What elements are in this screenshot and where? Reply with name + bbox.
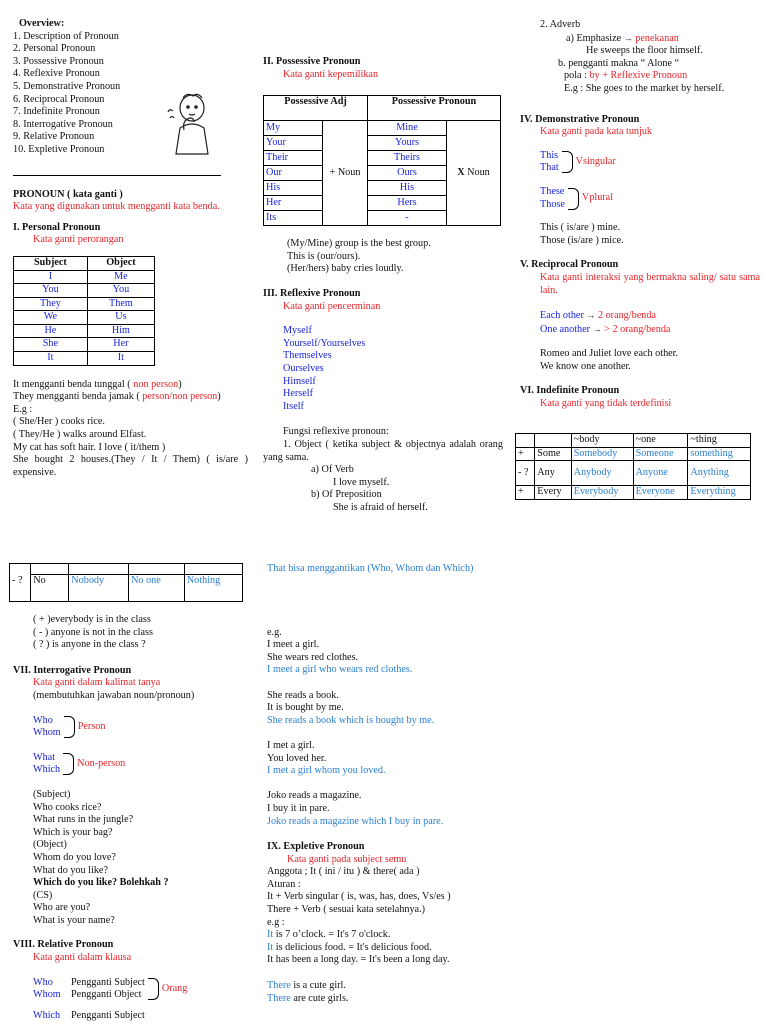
reciprocal-example: Romeo and Juliet love each other. <box>540 348 679 360</box>
interrogative-title: VII. Interrogative Pronoun <box>13 664 132 676</box>
combined-example: I meet a girl who wears red clothes. <box>267 664 413 676</box>
reciprocal-example: We know one another. <box>540 360 631 372</box>
table-row <box>14 297 155 311</box>
emphasize-line: a) Emphasize → penekanan <box>566 32 679 44</box>
expletive-lines <box>267 866 507 929</box>
vsingular-label: Vsingular <box>575 156 616 168</box>
relative-which-line: Which Pengganti Subject <box>33 1009 145 1021</box>
table-row <box>516 461 751 486</box>
there-2: There are cute girls. <box>267 992 349 1004</box>
reflexive-item: Ourselves <box>283 362 324 374</box>
demonstrative-title: IV. Demonstrative Pronoun <box>520 113 640 125</box>
table-row <box>516 486 751 500</box>
reflexive-item: Myself <box>283 325 312 337</box>
table-row <box>14 284 155 298</box>
indefinite-example: ( - ) anyone is not in the class <box>33 626 153 638</box>
reflexive-item: Yourself/Yourselves <box>283 337 366 349</box>
interrogative-examples <box>13 789 253 877</box>
table-row <box>368 121 446 136</box>
overview-item: 5. Demonstrative Pronoun <box>13 80 121 92</box>
table-row <box>264 181 322 196</box>
table-cell: Everybody <box>571 486 633 500</box>
pronoun-description: Kata yang digunakan untuk mengganti kata benda. <box>13 201 220 213</box>
table-cell: Anybody <box>571 461 633 486</box>
possessive-example: (Her/hers) baby cries loudly. <box>287 263 404 275</box>
table-cell: + <box>516 447 535 461</box>
table-row <box>10 575 243 602</box>
reflexive-item: Themselves <box>283 350 332 362</box>
table-cell: Some <box>535 447 571 461</box>
interrogative-example: (CS) <box>33 889 53 901</box>
interrogative-example: (Object) <box>33 839 67 851</box>
table-cell: You <box>87 284 154 298</box>
who-whom-group: Who Whom Person <box>33 714 106 739</box>
table-cell: Somebody <box>571 447 633 461</box>
table-cell: Theirs <box>368 151 446 166</box>
reciprocal-examples <box>520 348 760 373</box>
expletive-line: It + Verb singular ( is, was, has, does, Vs/es ) <box>267 891 451 903</box>
indefinite-examples <box>13 614 253 652</box>
table-cell: Nothing <box>184 575 242 602</box>
possessive-table <box>263 95 501 226</box>
demonstrative-example: This ( is/are ) mine. <box>540 222 621 234</box>
examples <box>13 404 248 480</box>
table-cell: Ours <box>368 166 446 181</box>
example-line: You loved her. <box>267 752 327 764</box>
what-which-group: What Which Non-person <box>33 751 126 776</box>
demonstrative-singular-group: This That Vsingular <box>540 149 616 174</box>
reflexive-item: Herself <box>283 388 313 400</box>
table-cell <box>184 564 242 575</box>
possessive-adj-list <box>264 121 322 225</box>
table-cell: Your <box>264 136 322 151</box>
table-row <box>264 196 322 211</box>
relative-who-whom-group: Who Pengganti Subject Whom Pengganti Object Orang <box>33 976 188 1001</box>
expletive-line: There + Verb ( sesuai kata setelahnya.) <box>267 904 426 916</box>
combined-example: She reads a book which is bought by me. <box>267 714 435 726</box>
fungsi-object: 1. Object ( ketika subject & objectnya adalah orang yang sama. <box>263 438 503 463</box>
emphasize-example: He sweeps the floor himself. <box>586 45 703 57</box>
table-header-cell <box>516 434 535 448</box>
expletive-it2: It is delicious food. = It's delicious food. <box>267 941 432 953</box>
overview-item: 2. Personal Pronoun <box>13 43 96 55</box>
table-row <box>368 196 446 211</box>
overview-item: 8. Interrogative Pronoun <box>13 118 113 130</box>
interrogative-example: What is your name? <box>33 914 115 926</box>
table-cell <box>129 564 185 575</box>
reflexive-item: Himself <box>283 375 316 387</box>
table-cell: - ? <box>516 461 535 486</box>
combined-example: I met a girl whom you loved. <box>267 765 386 777</box>
which-like-line: Which do you like? Bolehkah ? <box>33 877 169 889</box>
indefinite-table <box>515 433 751 500</box>
pola-example: E.g : She goes to the market by herself. <box>564 82 725 94</box>
overview-item: 7. Indefinite Pronoun <box>13 106 100 118</box>
indefinite-sub: Kata ganti yang tidak terdefinisi <box>540 398 672 410</box>
table-row <box>14 324 155 338</box>
table-cell: Everyone <box>633 486 688 500</box>
header-subject: Subject <box>14 256 88 270</box>
interrogative-example: Who cooks rice? <box>33 801 102 813</box>
nonperson-label: Non-person <box>77 758 126 770</box>
relative-example-groups <box>267 639 507 841</box>
table-header-cell: ~one <box>633 434 688 448</box>
each-other-line: Each other → 2 orang/benda <box>540 310 656 322</box>
table-cell: His <box>368 181 446 196</box>
table-cell: Us <box>87 311 154 325</box>
indefinite-example: ( + )everybody is in the class <box>33 614 151 625</box>
relative-sub: Kata ganti dalam klausa <box>33 952 132 964</box>
interrogative-example: Which is your bag? <box>33 826 113 838</box>
table-cell: It <box>87 352 154 366</box>
possessive-sub: Kata ganti kepemilikan <box>283 68 379 80</box>
possessive-examples <box>263 238 503 276</box>
table-row <box>368 151 446 166</box>
table-cell: Hers <box>368 196 446 211</box>
personal-pronoun-sub: Kata ganti perorangan <box>33 234 124 246</box>
personal-pronoun-title: I. Personal Pronoun <box>13 221 101 233</box>
table-cell: You <box>14 284 88 298</box>
reciprocal-title: V. Reciprocal Pronoun <box>520 259 619 271</box>
pola-line: pola : by + Reflexive Pronoun <box>564 70 688 82</box>
table-row <box>14 270 155 284</box>
table-cell: We <box>14 311 88 325</box>
table-row <box>264 166 322 181</box>
header-possessive-pronoun: Possessive Pronoun <box>368 96 501 121</box>
table-header-cell <box>535 434 571 448</box>
personal-pronoun-table <box>13 256 155 366</box>
fungsi-b: b) Of Preposition <box>311 489 382 501</box>
interrogative-example: (Subject) <box>33 788 71 800</box>
there-1: There is a cute girl. <box>267 980 346 992</box>
example-line: It is bought by me. <box>267 702 344 714</box>
table-cell: He <box>14 324 88 338</box>
interrogative-example: Whom do you love? <box>33 851 116 863</box>
interrogative-examples-cs <box>13 890 253 928</box>
table-row <box>14 352 155 366</box>
table-cell: Every <box>535 486 571 500</box>
table-cell: Their <box>264 151 322 166</box>
adverb-label: 2. Adverb <box>540 19 581 30</box>
table-cell <box>69 564 129 575</box>
table-cell: Any <box>535 461 571 486</box>
table-cell: No one <box>129 575 185 602</box>
x-noun: X Noun <box>447 121 501 226</box>
reciprocal-sub: Kata ganti interaksi yang bermakna saling/ satu sama lain. <box>540 271 760 296</box>
demonstrative-examples <box>520 222 760 247</box>
table-row <box>368 181 446 196</box>
possessive-pronoun-list <box>368 121 446 225</box>
note-they: They mengganti benda jamak ( person/non person) <box>13 391 221 403</box>
fungsi-title: Fungsi reflexive pronoun: <box>283 426 389 438</box>
table-cell: Her <box>87 338 154 352</box>
overview-item: 3. Possessive Pronoun <box>13 55 104 67</box>
table-cell: Our <box>264 166 322 181</box>
reflexive-sub: Kata ganti pencerminan <box>283 300 381 312</box>
table-header-cell: ~body <box>571 434 633 448</box>
table-cell: Me <box>87 270 154 284</box>
expletive-title: IX. Expletive Pronoun <box>267 841 365 853</box>
reflexive-item: Itself <box>283 400 304 412</box>
table-cell: + <box>516 486 535 500</box>
expletive-it1: It is 7 o’clock. = It's 7 o'clock. <box>267 929 391 941</box>
possessive-example: This is (our/ours). <box>287 250 361 262</box>
note-it: It mengganti benda tunggal ( non person) <box>13 378 182 390</box>
table-cell: Yours <box>368 136 446 151</box>
interrogative-example: What do you like? <box>33 864 108 876</box>
example-line: ( They/He ) walks around Elfast. <box>13 429 147 441</box>
orang-label: Orang <box>161 982 188 994</box>
table-cell: Everything <box>688 486 751 500</box>
overview-item: 1. Description of Pronoun <box>13 30 119 42</box>
overview-item: 9. Relative Pronoun <box>13 131 95 143</box>
demonstrative-plural-group: These Those Vplural <box>540 185 614 210</box>
demonstrative-sub: Kata ganti pada kata tunjuk <box>540 126 653 138</box>
table-cell: No <box>31 575 69 602</box>
example-line: My cat has soft hair. I love ( it/them ) <box>13 441 166 453</box>
possessive-title: II. Possessive Pronoun <box>263 56 361 67</box>
thinking-person-icon <box>162 92 218 158</box>
table-row <box>516 447 751 461</box>
table-cell: - <box>368 211 446 226</box>
table-cell: Anyone <box>633 461 688 486</box>
header-possessive-adj: Possessive Adj <box>264 96 368 121</box>
example-line: ( She/Her ) cooks rice. <box>13 416 105 428</box>
column-left-top <box>13 18 248 479</box>
example-line: I buy it in pare. <box>267 802 330 814</box>
table-row <box>264 136 322 151</box>
reflexive-title: III. Reflexive Pronoun <box>263 287 361 299</box>
interrogative-example: Who are you? <box>33 902 91 914</box>
table-row <box>368 166 446 181</box>
overview-item: 4. Reflexive Pronoun <box>13 68 100 80</box>
column-left-bottom <box>13 614 253 1022</box>
plus-noun: + Noun <box>323 121 368 226</box>
table-cell: She <box>14 338 88 352</box>
example-line: I meet a girl. <box>267 639 320 651</box>
fungsi-b-example: She is afraid of herself. <box>333 501 428 513</box>
table-header-row <box>516 434 751 448</box>
interrogative-example: What runs in the jungle? <box>33 814 134 826</box>
interrogative-desc: (membutuhkan jawaban noun/pronoun) <box>33 689 195 701</box>
example-line: Joko reads a magazine. <box>267 790 362 802</box>
vplural-label: Vplural <box>581 192 614 204</box>
table-cell: Its <box>264 211 322 226</box>
table-row <box>368 136 446 151</box>
indefinite-no-row <box>9 563 243 602</box>
demonstrative-example: Those (is/are ) mice. <box>540 234 624 246</box>
overview-item: 6. Reciprocal Pronoun <box>13 93 105 105</box>
example-line: She wears red clothes. <box>267 651 359 663</box>
table-cell: Someone <box>633 447 688 461</box>
combined-example: Joko reads a magazine which I buy in pare. <box>267 815 444 827</box>
table-cell: My <box>264 121 322 136</box>
interrogative-sub: Kata ganti dalam kalimat tanya <box>33 677 161 689</box>
table-cell: Anything <box>688 461 751 486</box>
table-cell <box>31 564 69 575</box>
table-cell: - ? <box>10 575 31 602</box>
alone-label: b. pengganti makna “ Alone “ <box>558 57 680 69</box>
pronoun-title: PRONOUN ( kata ganti ) <box>13 188 123 200</box>
overview-item: 10. Expletive Pronoun <box>13 143 105 155</box>
indefinite-title: VI. Indefinite Pronoun <box>520 385 620 397</box>
table-cell: Nobody <box>69 575 129 602</box>
indefinite-example: ( ? ) is anyone in the class ? <box>33 639 146 651</box>
table-cell: They <box>14 297 88 311</box>
column-middle-top <box>263 56 503 514</box>
that-line: That bisa menggantikan (Who, Whom dan Which) <box>267 563 474 574</box>
table-row <box>264 151 322 166</box>
table-cell: something <box>688 447 751 461</box>
table-row <box>264 121 322 136</box>
fungsi-a-example: I love myself. <box>333 476 390 488</box>
relative-title: VIII. Relative Pronoun <box>13 939 114 951</box>
table-cell: Her <box>264 196 322 211</box>
table-cell: Him <box>87 324 154 338</box>
table-row <box>14 311 155 325</box>
table-cell: I <box>14 270 88 284</box>
expletive-line: e.g : <box>267 916 285 928</box>
example-line: E.g : <box>13 403 33 415</box>
table-row <box>14 338 155 352</box>
table-cell <box>10 564 31 575</box>
table-row <box>264 211 322 226</box>
table-cell: Mine <box>368 121 446 136</box>
table-cell: His <box>264 181 322 196</box>
table-cell: It <box>14 352 88 366</box>
one-another-line: One another → > 2 orang/benda <box>540 323 671 335</box>
example-line: She reads a book. <box>267 689 339 701</box>
expletive-line: Aturan : <box>267 878 301 890</box>
expletive-line: Anggota ; It ( ini / itu ) & there( ada ) <box>267 866 420 878</box>
table-cell: Them <box>87 297 154 311</box>
person-label: Person <box>77 720 106 732</box>
table-row <box>10 564 243 575</box>
eg-label: e.g. <box>267 626 282 638</box>
example-line: She bought 2 houses.(They / It / Them) ( is/are ) expensive. <box>13 454 248 478</box>
expletive-long: It has been a long day. = It's been a long day. <box>267 954 450 966</box>
table-row <box>368 211 446 226</box>
overview-title: Overview: <box>19 18 65 29</box>
table-header-cell: ~thing <box>688 434 751 448</box>
column-middle-bottom <box>267 563 507 1005</box>
column-right-top <box>520 19 760 421</box>
expletive-sub: Kata ganti pada subject semu <box>287 853 407 865</box>
header-object: Object <box>87 256 154 270</box>
reflexive-list <box>263 325 503 413</box>
possessive-example: (My/Mine) group is the best group. <box>287 238 431 250</box>
example-line: I met a girl. <box>267 739 315 751</box>
fungsi-a: a) Of Verb <box>311 464 354 476</box>
